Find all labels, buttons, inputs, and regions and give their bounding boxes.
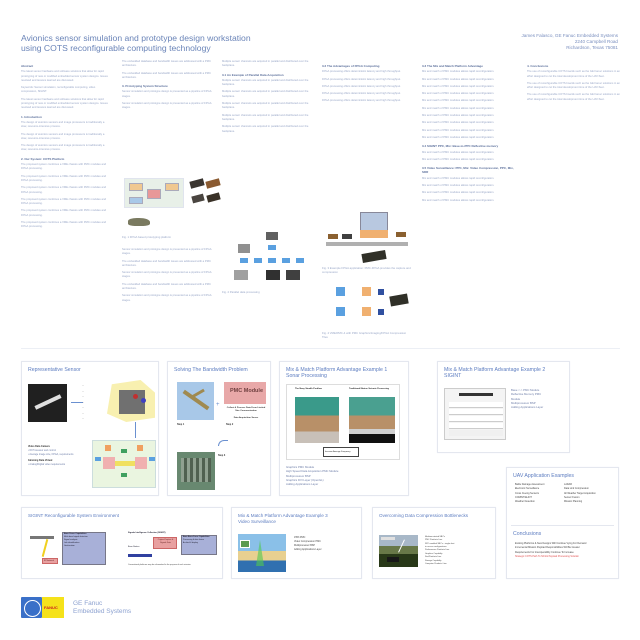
parallel-text: Multiple sensor channels are acquired in parallel and distributed over the backplane. (222, 78, 309, 87)
panel-title: Overcoming Data Compression Bottlenecks (379, 513, 469, 518)
surveillance-image (238, 534, 286, 572)
fpga-advantages-text-c: FPGA processing offers deterministic latency and high throughput. (322, 84, 401, 88)
diagram-block (165, 183, 179, 191)
list-item: Graphics DVI Layer (OpenGL) (286, 477, 324, 482)
pmc-boards-image (190, 180, 222, 206)
table-row (449, 430, 503, 436)
diagram-block (282, 258, 290, 263)
list-item: Mission Planning (564, 500, 583, 504)
list-item: 1553 PMC (294, 536, 306, 539)
list-item: to access configurations (425, 545, 447, 548)
intro-text-3: The design of avionics sensors and image processors is traditionally a slow, resource-intensive process. (21, 144, 105, 152)
list-item: Multiprocessor BSP (286, 473, 311, 478)
mix-match-text: Mix and match of PMC modules allows rapid reconfiguration. (422, 70, 495, 74)
video-text-b: Mix and match of PMC modules allows rapid reconfiguration. (422, 184, 495, 188)
list-item: Multi-band signal detection (64, 536, 88, 538)
list-item: Adding Applications Layer (511, 405, 544, 410)
thumb-image (266, 270, 280, 280)
signal-beam (42, 539, 49, 557)
figure-2-caption: Fig. 2 Parallel data processing (222, 290, 260, 294)
conclusions-title: Conclusions (513, 531, 542, 537)
col2-lower-p2: The embedded database and bandwidth issues are addressed with a PMC architecture. (122, 259, 211, 267)
video-text-c: Mix and match of PMC modules allows rapid reconfiguration. (422, 191, 495, 195)
diagram-block (360, 230, 388, 238)
panel-title (238, 513, 328, 524)
table-row (449, 423, 503, 429)
video-text: Mix and match of PMC modules allows rapid reconfiguration. (422, 176, 495, 180)
col2-lower-p4: The embedded database and bandwidth issues are addressed with a PMC architecture. (122, 282, 211, 291)
mix-match-text-h: Mix and match of PMC modules allows rapid reconfiguration. (422, 121, 495, 125)
sensor-label: Base Station (128, 546, 140, 548)
box1-title: Base Force Capabilities (64, 533, 87, 535)
brand-line-1: GE Fanuc (73, 600, 103, 607)
diagram-block (336, 307, 345, 316)
author-city: Richardson, Texas 75081 (566, 45, 618, 50)
curved-arrow-icon (218, 440, 228, 446)
list-item: Incremental Mission Payload Responsibilities Will Be Greater (515, 546, 580, 550)
list-item: Computer Products Line (425, 562, 447, 565)
system-heading: 2. Our System: COTS Platform (21, 156, 65, 161)
panel-title: SIGINT Reconfigurable System Environment (28, 513, 120, 518)
mix-match-text-b: Mix and match of PMC modules allows rapid reconfiguration. (422, 77, 495, 81)
list-item: Performance Products Line (425, 548, 450, 551)
paper-column-6 (527, 60, 622, 105)
intro-text-2: The design of avionics sensors and image processors is traditionally a slow, resource-intensive process. (21, 132, 105, 140)
block-diagram (92, 440, 156, 488)
figure-3-fpga-application (322, 210, 410, 262)
box2-title: Base Bone Force Capabilities (183, 536, 210, 538)
panel-sigint-environment (21, 507, 223, 579)
list-item: Module (511, 396, 521, 401)
terrain-image (379, 535, 418, 567)
sensor-list (28, 445, 88, 467)
sensor-callouts: — — — — — — — (82, 385, 84, 420)
diagram-block (129, 183, 143, 191)
list-item: Multiprocessor BSP (511, 400, 536, 405)
list-item: Cross Cueing Sensors (515, 491, 539, 495)
board-image (328, 234, 338, 239)
mix-match-text-f: Mix and match of PMC modules allows rapid reconfiguration. (422, 106, 495, 110)
list-item: Link identification (64, 542, 80, 544)
diagram-block (268, 245, 276, 250)
highlight-item: Strategic COTS Path To Shrink Payload Processing Solution (515, 554, 580, 558)
list-item: Geolocation (64, 545, 75, 547)
pmc-module-label: PMC Module (230, 388, 263, 394)
plus-icon: + (216, 402, 220, 408)
list-item: Requirements For Interoperability Continue To Increase (515, 550, 574, 554)
list-item: SPC-enabled SBC's - single shot (425, 543, 455, 546)
col2-lower-p5: Sensor simulation and prototype design is presented as a pipeline of FPGA stages. (122, 294, 212, 302)
board-image (389, 294, 408, 307)
prototyping-heading: 3. Prototyping System Structure (122, 84, 168, 89)
fanuc-text: FANUC (44, 605, 58, 610)
abstract-filler: The latest sensor hardware and software solutions that allow for rapid prototyping of new or modified embedded sensor system designs. Issues resolved and lessons learned are discussed. (21, 97, 108, 110)
paper-column-2 (122, 60, 212, 114)
mix-match-text-e: Mix and match of PMC modules allows rapid reconfiguration. (422, 99, 495, 103)
list-item: • Analog/Digital video requirements (28, 463, 66, 467)
fpga-advantages-text-e: FPGA processing offers deterministic latency and high throughput. (322, 99, 401, 103)
thumb-image (286, 270, 300, 280)
list-item: All Weather Target Acquisition (564, 491, 596, 495)
backplane-bar (326, 242, 408, 246)
mix-match-text-c: Mix and match of PMC modules allows rapid reconfiguration. (422, 84, 495, 88)
figure-3-caption: Fig. 3 Example FPGA application: PMC-FPGA provides the capture and compression (322, 266, 411, 274)
list-item: Medium-rotated SBC's (425, 536, 446, 538)
panel-title (286, 367, 387, 380)
list-item: Sim/Products Line (425, 555, 442, 558)
list-item: Adding Applications Layer (294, 548, 322, 551)
system-text: The proposed system combines a VME chassis with PMC modules and FPGA processing. (21, 163, 106, 171)
figure-4-vme-pmc (322, 285, 410, 325)
fpga-advantages-text: FPGA processing offers deterministic latency and high throughput. (322, 70, 401, 74)
keywords-text: Keywords: Sensor simulation, reconfigurable computing, video compression, SIGINT. (21, 86, 96, 94)
abstract-text: The latest sensor hardware and software solutions that allow for rapid prototyping of new or modified embedded sensor system designs. Issues resolved and lessons learned are discussed. (21, 70, 108, 82)
board-image (361, 250, 386, 263)
list-item: • Average image size, FPGA, requirements (28, 452, 74, 456)
table-row (449, 416, 503, 422)
mix-match-heading: 3.3 The Mix and Match Platform Advantage (422, 64, 483, 68)
fpga-advantages-heading: 3.2 The Advantages of FPGA Computing (322, 64, 380, 68)
list-item: Sensor Fusion (564, 495, 580, 499)
col2-lower-text (122, 248, 212, 306)
capture-label: Original Capture & Signals Data (157, 539, 174, 544)
system-text-6: The proposed system combines a VME chassis with PMC modules and FPGA processing. (21, 221, 106, 229)
aircraft-image (30, 536, 54, 539)
intro-heading: 1. Introduction (21, 114, 42, 119)
system-text-4: The proposed system combines a VME chassis with PMC modules and FPGA processing. (21, 197, 106, 206)
hardware-photo (177, 452, 215, 490)
mix-match-text-j: Mix and match of PMC modules allows rapid reconfiguration. (422, 135, 495, 139)
sensor-cutaway-image (107, 380, 155, 422)
title-line-1: Avionics sensor simulation and prototype design workstation (21, 33, 251, 43)
conclusions-heading: 4. Conclusions (527, 64, 549, 68)
drone-photo (177, 382, 214, 420)
box1-content (64, 533, 88, 548)
paper-column-1 (21, 60, 109, 233)
title-line-1: Mix & Match Platform Advantage Example 1 (286, 367, 388, 373)
table-header (459, 393, 493, 396)
monitor-icon (378, 289, 384, 295)
board-image (396, 232, 406, 237)
list-item: Data Link Compression (564, 487, 589, 491)
paper-column-5 (422, 60, 517, 206)
diagram-title: Signals Intelligence Collection (SIGINT) (128, 532, 166, 534)
parallel-heading: 3.1 An Example of Parallel Data Acquisition (222, 72, 284, 77)
title-line-2: Video Surveillance (238, 518, 276, 524)
title-line-2: Sonar Processing (286, 373, 327, 380)
list-item: High Speed Data Acquisition PMC Module (286, 469, 339, 474)
uav-right-list (564, 483, 596, 504)
fpga-advantages-text-d: FPGA processing offers deterministic latency and high throughput. (322, 92, 401, 96)
panel-compression-bottlenecks (372, 507, 496, 579)
table-row (449, 409, 503, 415)
mix-match-text-d: Mix and match of PMC modules allows rapid reconfiguration. (422, 92, 495, 96)
video-heading: 3.5 Video Surveillance: PPC, Mix: Video Compression, PPC, Mix, SDR (422, 166, 514, 175)
conclusions-text-c: The use of reconfigurable COTS boards such as the GE Fanuc solutions in an effort designed to cut the total development time of the UAV fleet. (527, 93, 620, 101)
fpga-advantages-text-b: FPGA processing offers deterministic latency and high throughput. (322, 77, 401, 81)
diagram-block (240, 258, 248, 263)
ir-network-label: IR Network (44, 560, 54, 562)
author-name: James Falasco, GE Fanuc Embedded Systems (521, 33, 618, 38)
diagram-block (336, 287, 345, 296)
uav-title: UAV Application Examples (513, 473, 575, 479)
arrow-down-icon (135, 422, 136, 438)
list-item: LADAR (564, 483, 572, 486)
ge-fanuc-logo (21, 597, 64, 618)
paper-column-3 (222, 60, 312, 137)
thumb-image (238, 244, 250, 253)
sonar-figure (286, 384, 400, 460)
helicopter-image (128, 218, 150, 226)
figure-1-caption: Fig. 1 FPGA based prototyping platform (122, 235, 172, 239)
video-text-d: Mix and match of PMC modules allows rapid reconfiguration. (422, 198, 495, 202)
figure-4-caption: Fig. 4 VME/PMC-4 with PMC Graphics/Imaging/FPGA Compression Tiles (322, 331, 407, 339)
panel-title: Solving The Bandwidth Problem (174, 367, 248, 373)
panel-mix-match-sigint (437, 361, 570, 453)
list-item: Battle Damage Assessment (515, 483, 545, 486)
panel-mix-match-video (231, 507, 362, 579)
box2-content (183, 536, 210, 545)
prototyping-text: Sensor simulation and prototype design is presented as a pipeline of FPGA stages. (122, 90, 212, 98)
diagram-block (296, 258, 304, 263)
parallel-text-c: Multiple sensor channels are acquired in parallel and distributed over the backplane. (222, 102, 309, 110)
panel-uav-conclusions (506, 467, 619, 579)
col3-text: Multiple sensor channels are acquired in parallel and distributed over the backplane. (222, 60, 309, 68)
list-item: Adding Applications Layer (286, 482, 319, 487)
paper-title (21, 33, 251, 53)
diagram-block (147, 189, 161, 199)
monitor-icon (378, 309, 384, 315)
author-block (521, 33, 618, 51)
system-text-2: The proposed system combines a VME chassis with PMC modules and FPGA processing. (21, 174, 106, 182)
list-item: Video Compression PMC (294, 540, 321, 543)
brand-line-2: Embedded Systems (73, 608, 132, 615)
board-image (342, 234, 352, 239)
compression-items (425, 536, 454, 566)
parallel-text-b: Multiple sensor channels are acquired in parallel and distributed over the backplane. (222, 90, 309, 98)
list-item: Processing & data fusion (183, 539, 204, 541)
uav-photo (28, 384, 67, 422)
list-item: COMINT/ELINT (515, 495, 532, 499)
list-item: Existing Platforms & New Designs Will Continue Vying For Demand (515, 542, 587, 545)
col2-lower-p1: Sensor simulation and prototype design is presented as a pipeline of FPGA stages. (122, 248, 212, 256)
title-line-2: using COTS reconfigurable computing technology (21, 43, 211, 53)
diagram-block (129, 197, 143, 204)
table-row (449, 402, 503, 408)
diagram-block (268, 258, 276, 263)
col2-text: The embedded database and bandwidth issues are addressed with a PMC architecture. (122, 60, 211, 68)
chart-right-title: Traditional Marine Seismic Processing (349, 388, 389, 390)
panel-mix-match-sonar (279, 361, 409, 496)
callout-text: Increase Average Frequency (325, 451, 351, 453)
prototyping-text-b: Sensor simulation and prototype design is presented as a pipeline of FPGA stages. (122, 102, 212, 110)
list-item: Reflective Memory PMC (511, 392, 542, 397)
sonar-image-right (349, 397, 395, 443)
list-item: Graphics Capability (425, 552, 443, 555)
pmc-module-sub2: Data Acquisition Server (233, 417, 259, 419)
thumb-image (266, 232, 278, 240)
title-line-2: SIGINT (444, 373, 462, 380)
panel-divider (511, 525, 614, 526)
list-item: Signal analysis (64, 539, 78, 541)
sigint-heading: 3.4 SIGINT PPC, Mix: Base-to-PPC Reflective memory (422, 144, 499, 149)
system-text-5: The proposed system combines a VME chassis with PMC modules and FPGA processing. (21, 209, 106, 217)
figure-2-parallel-processing (226, 232, 314, 282)
list-item: Storage Capability (425, 560, 442, 563)
paper-column-4 (322, 60, 412, 107)
system-text-3: The proposed system combines a VME chassis with PMC modules and FPGA processing. (21, 186, 106, 194)
abstract-heading: Abstract (21, 64, 34, 68)
parallel-text-e: Multiple sensor channels are acquired in parallel and distributed over the backplane. (222, 125, 309, 133)
fanuc-logo-icon (42, 597, 64, 618)
list-item: Archival & display (183, 542, 198, 544)
thumb-image (234, 270, 248, 280)
ge-monogram-icon (21, 597, 42, 618)
section-divider (21, 348, 620, 349)
uav-left-list (515, 483, 544, 504)
mix2-items (511, 388, 543, 409)
panel-bandwidth-problem (167, 361, 271, 496)
sigint-caption: Conventional platforms may be reformatted to the purpose of each mission. (128, 564, 192, 566)
col2-lower-p3: Sensor simulation and prototype design is presented as a pipeline of FPGA stages. (122, 271, 212, 279)
figure-1-fpga-platform (124, 178, 184, 208)
pmc-module-sub1: Collect & Process Data From Limited Size Communication (226, 407, 266, 412)
list-item: • IR Processor and control (28, 448, 56, 452)
list-item: Graphics PMC Module (286, 465, 315, 469)
mix3-items (294, 536, 322, 552)
panel-representative-sensor (21, 361, 159, 496)
list-title: Video Data Camera (28, 445, 50, 448)
intro-text: The design of avionics sensors and image processors is traditionally a slow, resource-intensive process. (21, 120, 105, 129)
panel-title (444, 367, 545, 380)
panel-title: Representative Sensor (28, 367, 81, 373)
chart-left-title: The Navy Stealth Problem (295, 388, 322, 390)
mix1-items (286, 465, 338, 486)
mix-match-text-g: Mix and match of PMC modules allows rapid reconfiguration. (422, 114, 495, 118)
parallel-text-d: Multiple sensor channels are acquired in parallel and distributed over the backplane. (222, 113, 309, 121)
step-1-label: Step 1 (177, 423, 185, 426)
title-line-1: Mix & Match Platform Advantage Example 2 (444, 367, 546, 373)
list-item: Multiprocessor BSP (294, 544, 315, 547)
conclusions-list (515, 542, 586, 559)
step-3-label: Step 3 (218, 454, 226, 457)
conclusions-text: The use of reconfigurable COTS boards such as the GE Fanuc solutions in an effort designed to cut the total development time of the UAV fleet. (527, 70, 620, 78)
jet-image (128, 554, 152, 557)
diagram-block (254, 258, 262, 263)
author-address: 2240 Campbell Road (574, 39, 618, 44)
list-item: Weather Detection (515, 500, 535, 504)
sonar-image-left (295, 397, 339, 443)
conclusions-text-b: The use of reconfigurable COTS boards such as the GE Fanuc solutions in an effort designed to cut the total development time of the UAV fleet. (527, 81, 620, 90)
sigint-text-b: Mix and match of PMC modules allows rapid reconfiguration. (422, 157, 495, 161)
list-item: Electronic Surveillance (515, 487, 540, 491)
list-title: Gimming Data Virtual (28, 459, 53, 463)
mix-match-text-i: Mix and match of PMC modules allows rapid reconfiguration. (422, 128, 495, 132)
step-2-label: Step 2 (226, 423, 234, 426)
col2-text-b: The embedded database and bandwidth issues are addressed with a PMC architecture. (122, 71, 211, 79)
sigint-table-image (444, 388, 506, 440)
diagram-block (362, 307, 371, 316)
title-line-1: Mix & Match Platform Advantage Example 3 (238, 513, 328, 518)
brand-name (73, 600, 131, 616)
diagram-block (362, 287, 371, 296)
list-item: Base <-> PMC Module (511, 388, 540, 392)
sigint-text: Mix and match of PMC modules allows rapid reconfiguration. (422, 150, 495, 154)
list-item: PMC Products Line (425, 538, 443, 541)
